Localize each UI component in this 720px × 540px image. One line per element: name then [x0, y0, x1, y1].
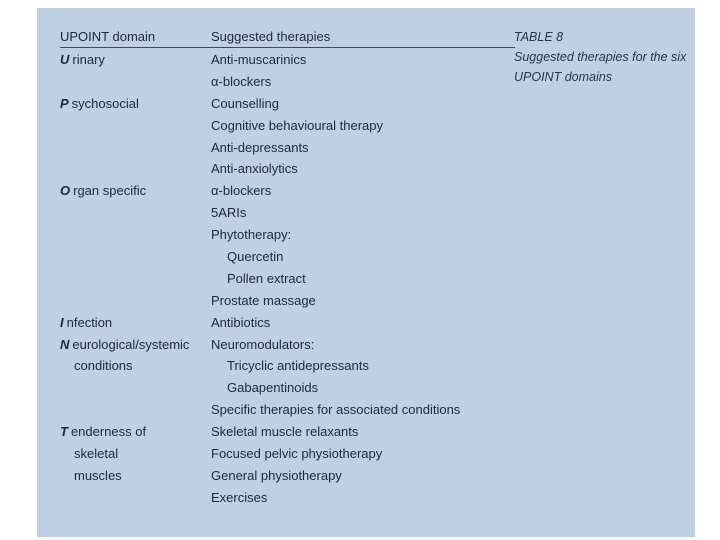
therapy-cell: 5ARIs [211, 205, 247, 221]
table-row [60, 399, 515, 421]
therapy-cell: Specific therapies for associated conditions [211, 402, 461, 418]
domain-cell [60, 421, 211, 443]
table-row [60, 137, 515, 159]
table-caption [514, 27, 692, 87]
therapy-cell: Focused pelvic physiotherapy [211, 446, 383, 462]
therapy-cell: Prostate massage [211, 292, 316, 308]
therapy-cell: Anti-muscarinics [211, 52, 307, 67]
domain-cell [60, 115, 211, 137]
header-therapies: Suggested therapies [211, 29, 331, 44]
table-body [60, 48, 515, 509]
therapy-cell: General physiotherapy [211, 467, 342, 483]
therapy-cell: Cognitive behavioural therapy [211, 117, 383, 133]
therapy-cell: Counselling [211, 95, 279, 111]
therapy-cell: Tricyclic antidepressants [227, 358, 369, 374]
domain-cell [60, 180, 211, 202]
domain-cell [60, 487, 211, 509]
table-row [60, 443, 515, 465]
table-row [60, 202, 515, 224]
table-row [60, 93, 515, 115]
domain-cell [60, 49, 211, 71]
domain-cell [60, 246, 211, 268]
domain-cell [60, 93, 211, 115]
domain-cell [60, 377, 211, 399]
domain-cell [60, 71, 211, 93]
domain-cell [60, 399, 211, 421]
domain-cell [60, 334, 211, 356]
domain-text: muscles [74, 467, 122, 483]
domain-cell [60, 158, 211, 180]
domain-text: eurological/systemic [72, 336, 190, 352]
domain-cell [60, 312, 211, 334]
domain-cell [60, 355, 211, 377]
domain-cell [60, 202, 211, 224]
therapy-cell: Neuromodulators: [211, 336, 315, 352]
table-row [60, 487, 515, 509]
caption-text: Suggested therapies for the six UPOINT domains [514, 50, 687, 84]
table-row [60, 224, 515, 246]
table-row [60, 246, 515, 268]
caption-label: TABLE 8 [514, 30, 564, 44]
table-row [60, 421, 515, 443]
therapy-cell: Anti-depressants [211, 139, 309, 155]
domain-text: skeletal [74, 446, 119, 462]
table-row [60, 355, 515, 377]
domain-cell [60, 137, 211, 159]
header-domain: UPOINT domain [60, 29, 156, 44]
table-row [60, 49, 515, 71]
therapy-cell: Antibiotics [211, 314, 271, 330]
therapy-cell: α-blockers [211, 183, 272, 199]
domain-letter: P [60, 95, 69, 111]
upoint-table [60, 27, 515, 509]
domain-letter: I [60, 314, 64, 330]
domain-text: conditions [74, 358, 133, 374]
domain-text: rgan specific [73, 183, 147, 199]
domain-text: nfection [66, 314, 113, 330]
domain-cell [60, 268, 211, 290]
therapy-cell: Pollen extract [227, 270, 306, 286]
therapy-cell: Quercetin [227, 249, 284, 265]
domain-text: enderness of [70, 424, 147, 440]
domain-cell [60, 224, 211, 246]
domain-text: sychosocial [71, 95, 139, 111]
table-header [60, 27, 515, 48]
domain-cell [60, 465, 211, 487]
table-row [60, 180, 515, 202]
domain-letter: O [60, 183, 71, 199]
domain-letter: U [60, 52, 70, 67]
table-row [60, 377, 515, 399]
table-row [60, 334, 515, 356]
table-row [60, 312, 515, 334]
therapy-cell: Anti-anxiolytics [211, 161, 298, 177]
domain-cell [60, 290, 211, 312]
domain-text: rinary [72, 52, 105, 67]
domain-cell [60, 443, 211, 465]
table-row [60, 465, 515, 487]
therapy-cell: Exercises [211, 489, 268, 505]
therapy-cell: Phytotherapy: [211, 227, 292, 243]
table-row [60, 115, 515, 137]
therapy-cell: Gabapentinoids [227, 380, 319, 396]
therapy-cell: α-blockers [211, 73, 272, 89]
table-panel [37, 8, 695, 537]
table-row [60, 158, 515, 180]
domain-letter: N [60, 336, 70, 352]
table-row [60, 71, 515, 93]
therapy-cell: Skeletal muscle relaxants [211, 424, 359, 440]
table-row [60, 268, 515, 290]
table-row [60, 290, 515, 312]
domain-letter: T [60, 424, 68, 440]
